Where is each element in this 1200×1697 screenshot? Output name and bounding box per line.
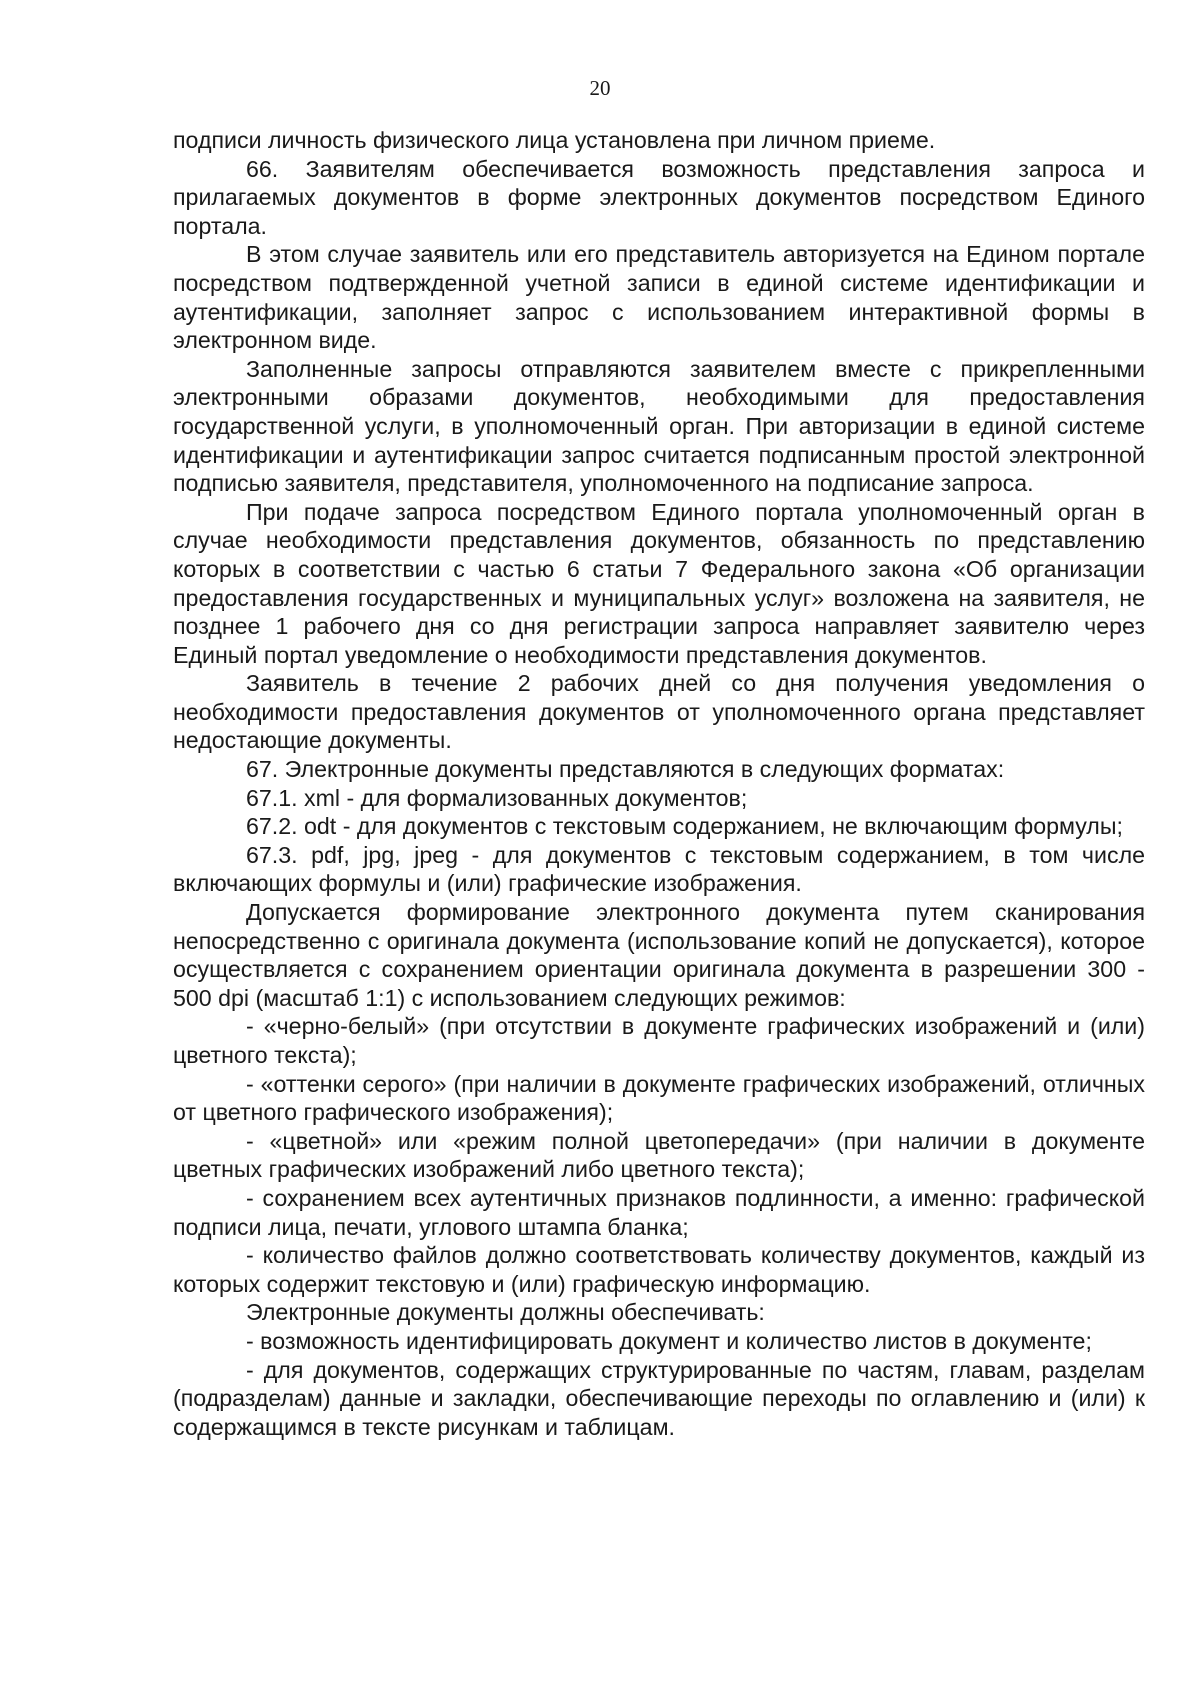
paragraph: 66. Заявителям обеспечивается возможность представления запроса и прилагаемых документов в форме электронных документов посредством Единого портала. [173, 155, 1145, 239]
paragraph: Допускается формирование электронного документа путем сканирования непосредственно с оригинала документа (использование копий не допускается), которое осуществляется с сохранением ориентации оригинала документа в разрешении 300 - 500 dpi (масштаб 1:1) с использованием следующих режимов: [173, 899, 1145, 1011]
document-body [173, 126, 1145, 1441]
list-item: - сохранением всех аутентичных признаков подлинности, а именно: графической подписи лица, печати, углового штампа бланка; [173, 1184, 1145, 1240]
list-item: - для документов, содержащих структурированные по частям, главам, разделам (подразделам) данные и закладки, обеспечивающие переходы по оглавлению и (или) к содержащимся в тексте рисункам и таблицам. [173, 1356, 1145, 1440]
paragraph: 67. Электронные документы представляются в следующих форматах: [246, 756, 1005, 783]
paragraph: Заполненные запросы отправляются заявителем вместе с прикрепленными электронными образами документов, необходимыми для предоставления государственной услуги, в уполномоченный орган. При авторизации в единой системе идентификации и аутентификации запрос считается подписанным простой электронной подписью заявителя, представителя, уполномоченного на подписание запроса. [173, 355, 1145, 497]
paragraph: Заявитель в течение 2 рабочих дней со дня получения уведомления о необходимости предоставления документов от уполномоченного органа представляет недостающие документы. [173, 670, 1145, 754]
list-item: - «оттенки серого» (при наличии в документе графических изображений, отличных от цветного графического изображения); [173, 1070, 1145, 1126]
list-item: - «цветной» или «режим полной цветопередачи» (при наличии в документе цветных графических изображений либо цветного текста); [173, 1127, 1145, 1183]
paragraph: В этом случае заявитель или его представитель авторизуется на Едином портале посредством подтвержденной учетной записи в единой системе идентификации и аутентификации, заполняет запрос с использованием интерактивной формы в электронном виде. [173, 241, 1145, 354]
paragraph: 67.1. xml - для формализованных документов; [246, 784, 748, 811]
list-item: - «черно-белый» (при отсутствии в документе графических изображений и (или) цветного текста); [173, 1013, 1145, 1068]
list-item: - количество файлов должно соответствовать количеству документов, каждый из которых содержит текстовую и (или) графическую информацию. [173, 1242, 1145, 1297]
paragraph: 67.3. pdf, jpg, jpeg - для документов с текстовым содержанием, в том числе включающих формулы и (или) графические изображения. [173, 841, 1145, 897]
list-item: - возможность идентифицировать документ и количество листов в документе; [246, 1327, 1092, 1354]
paragraph: При подаче запроса посредством Единого портала уполномоченный орган в случае необходимости представления документов, обязанность по представлению которых в соответствии с частью 6 статьи 7 Федерального закона «Об организации предоставления государственных и муниципальных услуг» возложена на заявителя, не позднее 1 рабочего дня со дня регистрации запроса направляет заявителю через Единый портал уведомление о необходимости представления документов. [173, 498, 1145, 668]
paragraph: подписи личность физического лица установлена при личном приеме. [173, 127, 936, 153]
paragraph: 67.2. odt - для документов с текстовым содержанием, не включающим формулы; [246, 813, 1123, 840]
paragraph: Электронные документы должны обеспечивать: [246, 1299, 765, 1326]
page-number: 20 [589, 76, 611, 100]
